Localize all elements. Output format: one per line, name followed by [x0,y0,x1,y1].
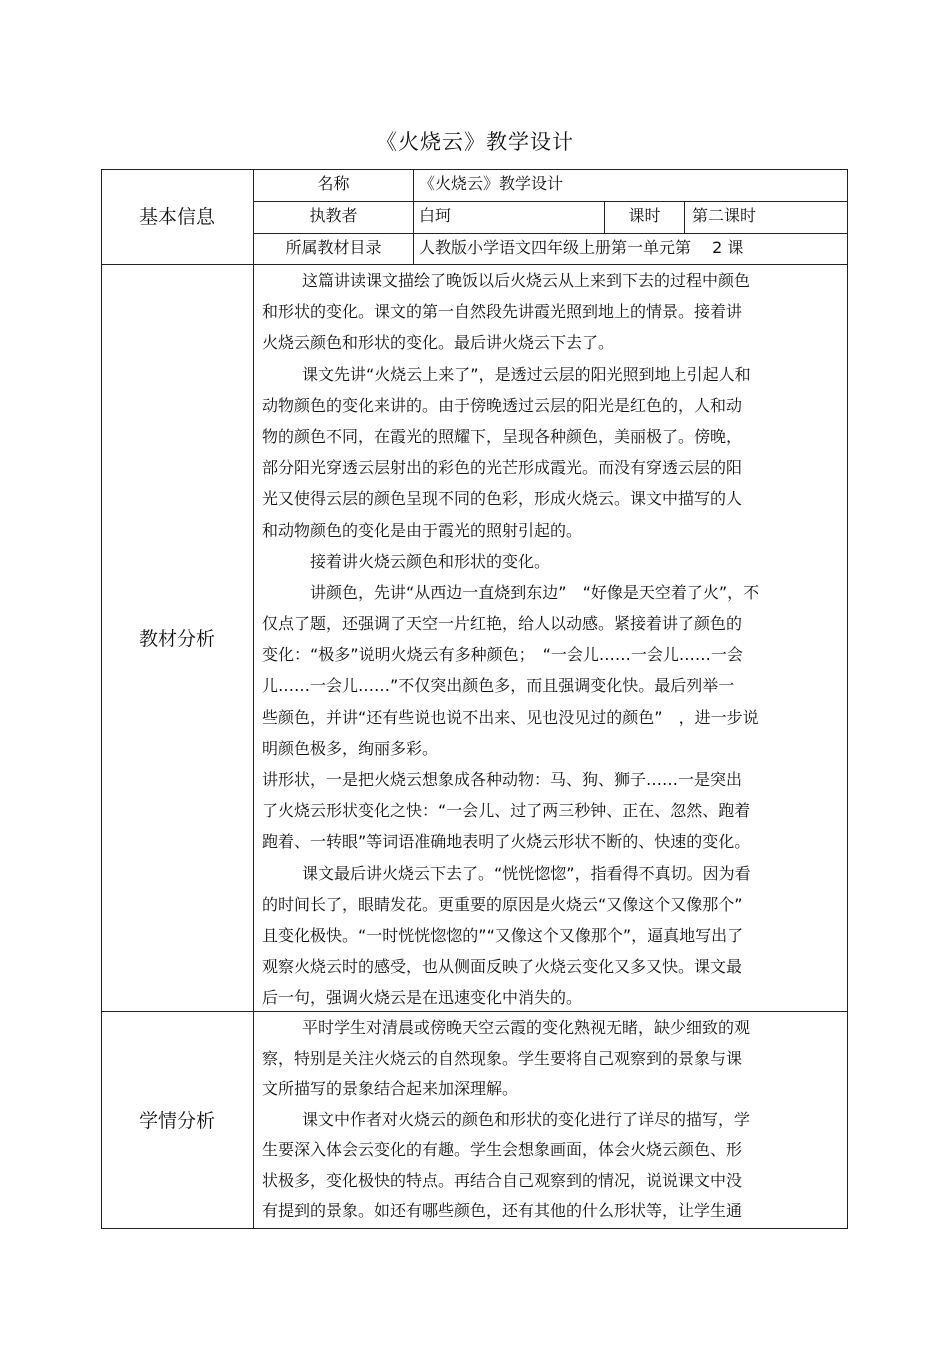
table-border-bottom [101,1228,848,1229]
text-line: 有提到的景象。如还有哪些颜色，还有其他的什么形状等，让学生通 [262,1201,743,1220]
text-line: 观察火烧云时的感受，也从侧面反映了火烧云变化又多又快。课文最 [262,957,743,977]
text-line: 光又使得云层的颜色呈现不同的色彩，形成火烧云。课文中描写的人 [262,489,743,509]
period-label: 课时 [628,206,661,225]
text-line: 和形状的变化。课文的第一自然段先讲霞光照到地上的情景。接着讲 [262,302,743,322]
name-value: 《火烧云》教学设计 [419,174,564,193]
textbook-analysis-label: 教材分析 [138,628,215,650]
text-line: 且变化极快。“一时恍恍惚惚的”“又像这个又像那个”，逼真地写出了 [262,925,744,945]
name-label: 名称 [317,174,350,193]
row-divider [253,233,848,234]
text-line: 后一句，强调火烧云是在迅速变化中消失的。 [262,988,583,1008]
text-line: 课文最后讲火烧云下去了。“恍恍惚惚”，指看得不真切。因为看 [302,863,751,883]
text-line: 了火烧云形状变化之快：“一会儿、过了两三秒钟、正在、忽然、跑着 [262,801,751,821]
period-value: 第二课时 [692,206,757,225]
column-divider [413,169,414,264]
text-line: 部分阳光穿透云层射出的彩色的光芒形成霞光。而没有穿透云层的阳 [262,458,743,478]
text-line: 课文先讲“火烧云上来了”，是透过云层的阳光照到地上引起人和 [302,364,751,384]
text-line: 明颜色极多，绚丽多彩。 [262,738,439,758]
text-line: 状极多，变化极快的特点。再结合自己观察到的情况，说说课文中没 [262,1170,743,1190]
page-title: 《火烧云》教学设计 [376,130,574,154]
teacher-value: 白珂 [419,206,452,225]
text-line: 和动物颜色的变化是由于霞光的照射引起的。 [262,520,583,540]
text-line: 跑着、一转眼”等词语准确地表明了火烧云形状不断的、快速的变化。 [262,832,751,852]
row-divider [253,201,848,202]
text-line: 生要深入体会云变化的有趣。学生会想象画面，体会火烧云颜色、形 [262,1140,743,1159]
text-line: 些颜色，并讲“还有些说也说不出来、见也没见过的颜色” ，进一步说 [262,707,759,727]
text-line: 讲形状，一是把火烧云想象成各种动物：马、狗、狮子……一是突出 [262,770,743,789]
text-line: 仅点了题，还强调了天空一片红艳，给人以动感。紧接着讲了颜色的 [262,614,743,634]
textbook-analysis-body [262,265,842,1014]
text-line: 物的颜色不同，在霞光的照耀下，呈现各种颜色，美丽极了。傍晚， [262,426,743,446]
teacher-label: 执教者 [309,206,358,225]
column-divider [253,169,254,1228]
text-line: 动物颜色的变化来讲的。由于傍晚透过云层的阳光是红色的，人和动 [262,395,743,415]
text-line: 变化：“极多”说明火烧云有多种颜色； “一会儿……一会儿……一会 [262,645,743,665]
table-border-top [101,169,848,170]
table-border-right [847,169,848,1228]
text-line: 课文中作者对火烧云的颜色和形状的变化进行了详尽的描写，学 [302,1109,751,1129]
text-line: 平时学生对清晨或傍晚天空云霞的变化熟视无睹，缺少细致的观 [302,1018,751,1037]
catalog-value: 人教版小学语文四年级上册第一单元第 2 课 [419,238,744,257]
text-line: 儿……一会儿……”不仅突出颜色多，而且强调变化快。最后列举一 [262,676,735,696]
text-line: 察，特别是关注火烧云的自然现象。学生要将自己观察到的景象与课 [262,1048,743,1068]
basic-info-label: 基本信息 [138,206,215,228]
learner-analysis-label: 学情分析 [138,1110,215,1132]
text-line: 的时间长了，眼睛发花。更重要的原因是火烧云“又像这个又像那个” [262,894,743,914]
column-divider [684,201,685,233]
text-line: 文所描写的景象结合起来加深理解。 [262,1079,519,1098]
text-line: 火烧云颜色和形状的变化。最后讲火烧云下去了。 [262,333,615,353]
text-line: 讲颜色，先讲“从西边一直烧到东边” “好像是天空着了火”，不 [310,582,760,602]
table-border-left [101,169,102,1228]
text-line: 这篇讲读课文描绘了晚饭以后火烧云从上来到下去的过程中颜色 [302,271,751,290]
learner-analysis-body [262,1013,842,1227]
text-line: 接着讲火烧云颜色和形状的变化。 [310,551,551,571]
catalog-label: 所属教材目录 [285,238,382,257]
